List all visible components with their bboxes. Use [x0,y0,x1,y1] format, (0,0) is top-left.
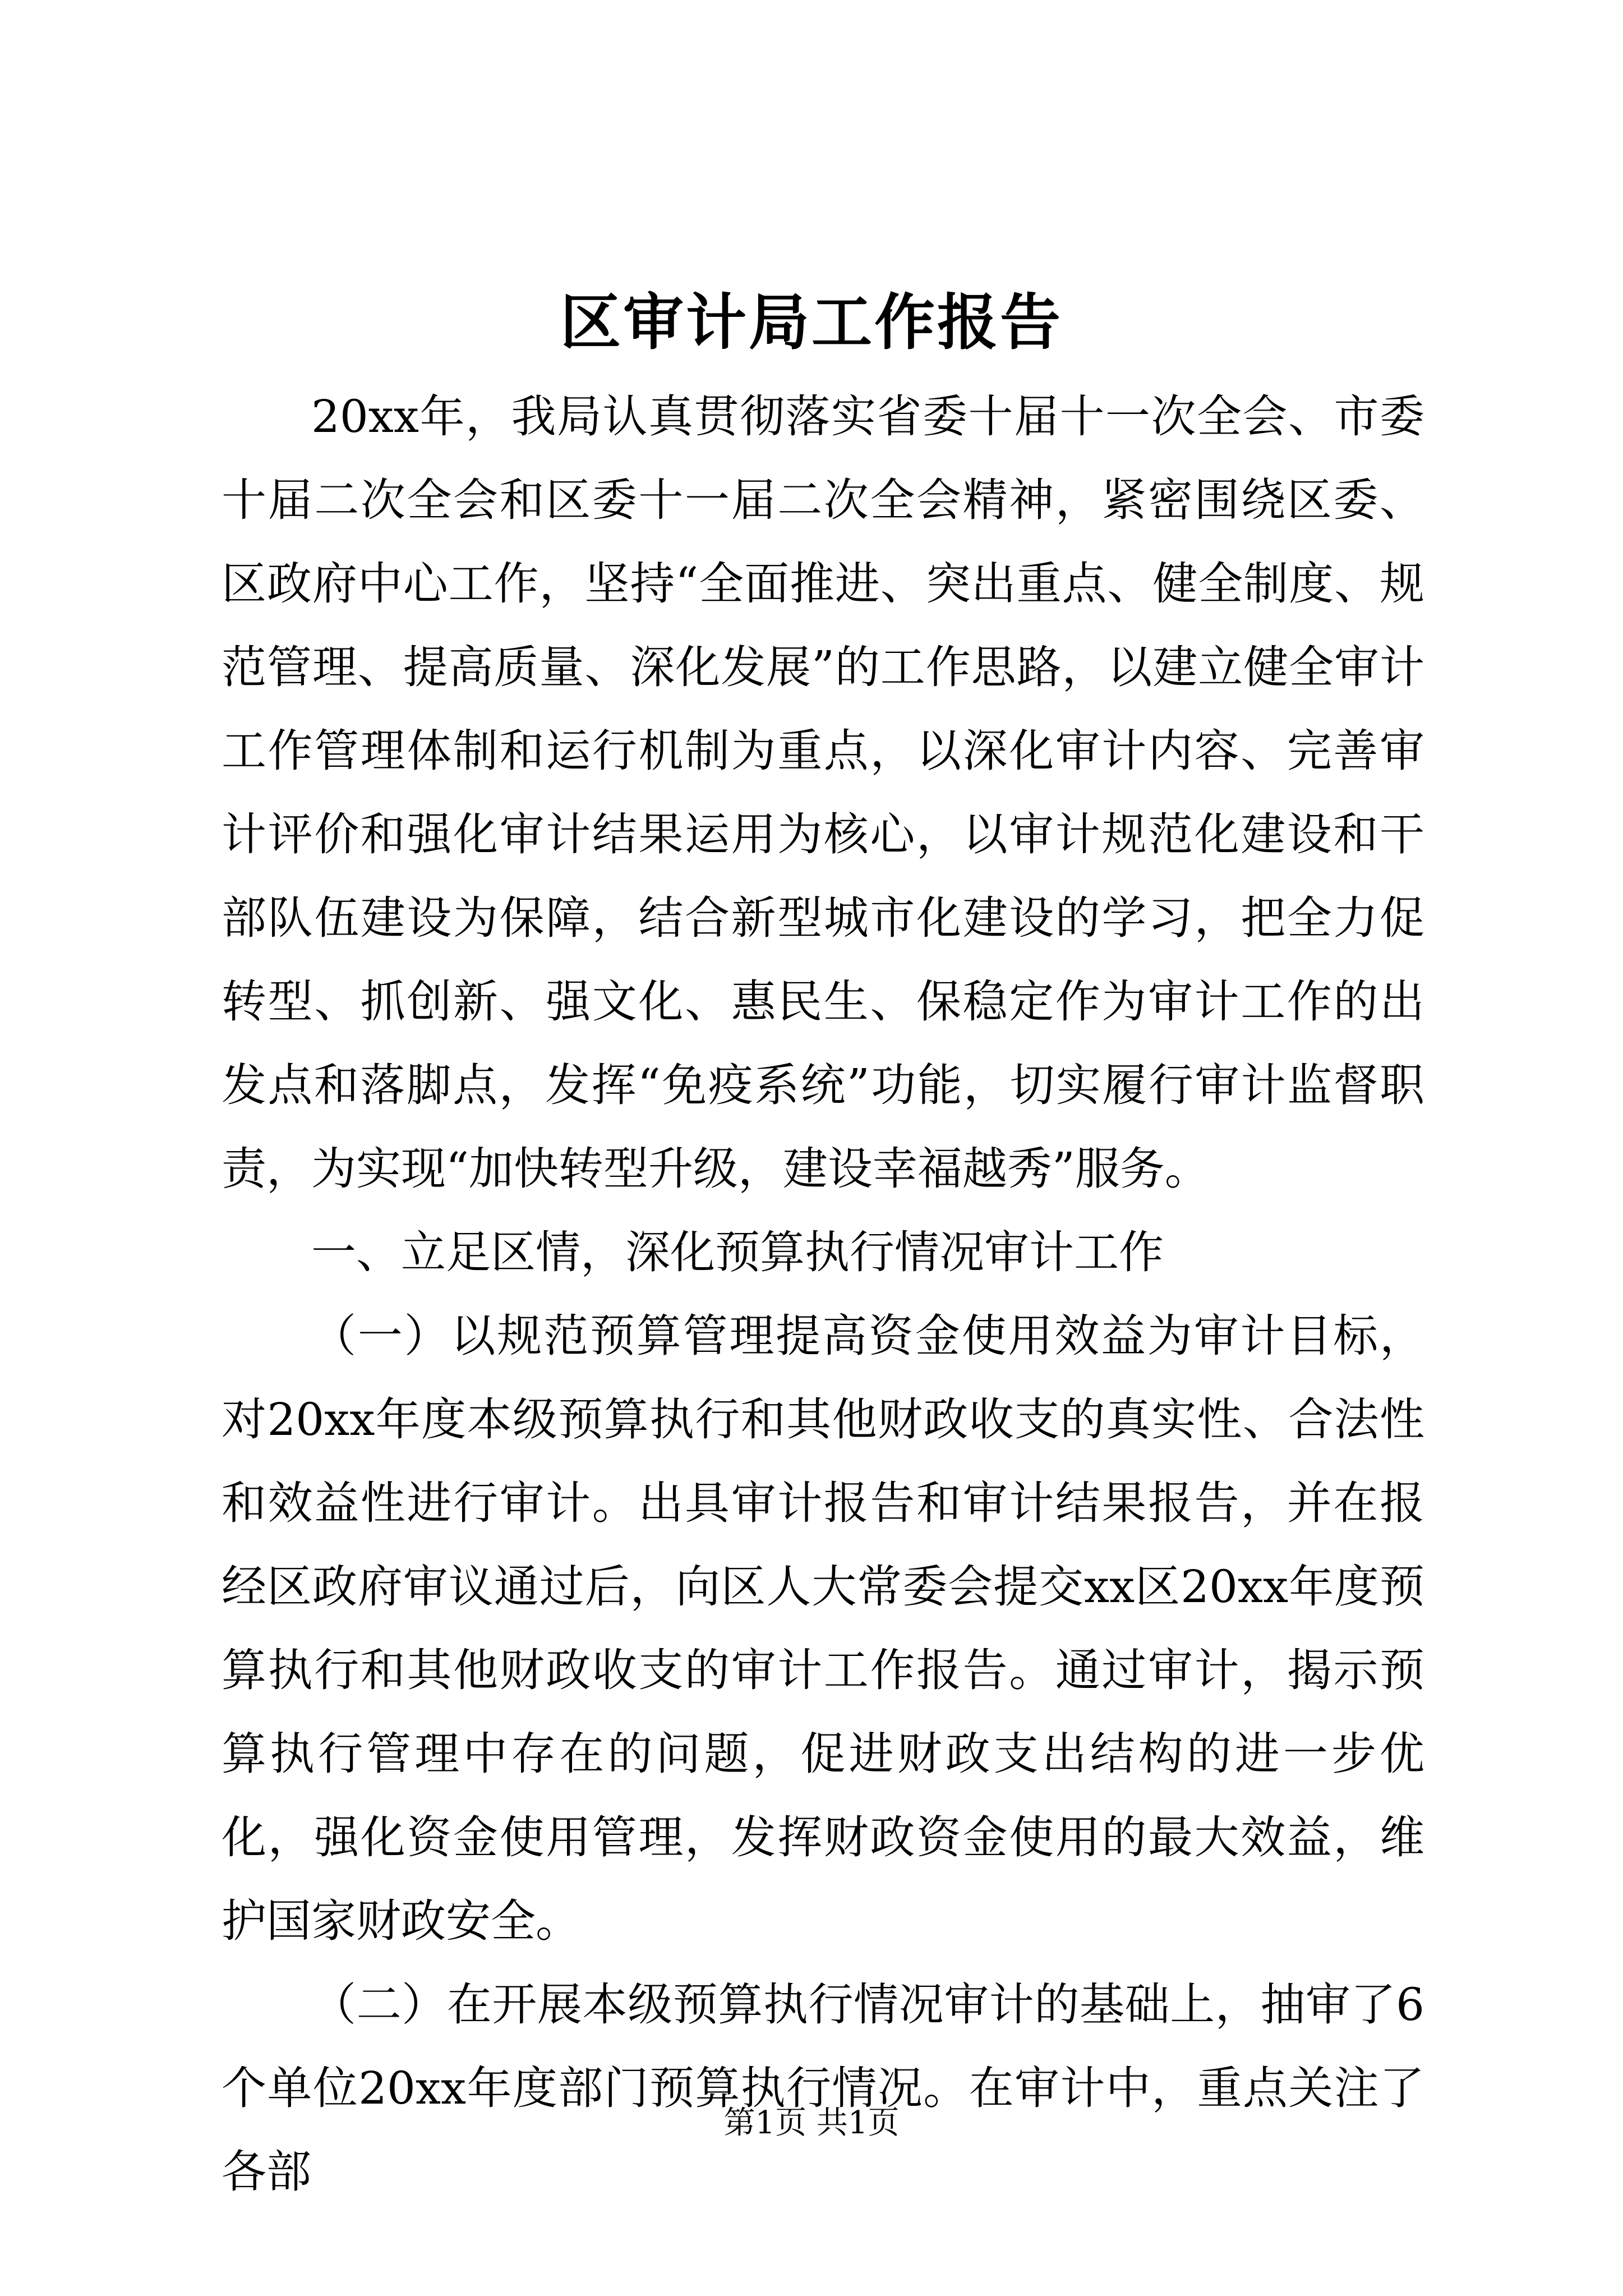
paragraph-intro: 20xx年，我局认真贯彻落实省委十届十一次全会、市委十届二次全会和区委十一届二次全会精神，紧密围绕区委、区政府中心工作，坚持“全面推进、突出重点、健全制度、规范管理、提高质量、深化发展”的工作思路，以建立健全审计工作管理体制和运行机制为重点，以深化审计内容、完善审计评价和强化审计结果运用为核心，以审计规范化建设和干部队伍建设为保障，结合新型城市化建设的学习，把全力促转型、抓创新、强文化、惠民生、保稳定作为审计工作的出发点和落脚点，发挥“免疫系统”功能，切实履行审计监督职责，为实现“加快转型升级，建设幸福越秀”服务。 [222,390,1424,1195]
document-body [222,375,1424,2214]
paragraph-item-2: （二）在开展本级预算执行情况审计的基础上，抽审了6个单位20xx年度部门预算执行情况。在审计中，重点关注了各部 [222,1978,1424,2198]
section-heading-1: 一、立足区情，深化预算执行情况审计工作 [311,1226,1164,1278]
document-title: 区审计局工作报告 [560,287,1063,358]
page-footer: 第1页 共1页 [723,2105,900,2141]
paragraph-item-1: （一）以规范预算管理提高资金使用效益为审计目标，对20xx年度本级预算执行和其他财政收支的真实性、合法性和效益性进行审计。出具审计报告和审计结果报告，并在报经区政府审议通过后，向区人大常委会提交xx区20xx年度预算执行和其他财政收支的审计工作报告。通过审计，揭示预算执行管理中存在的问题，促进财政支出结构的进一步优化，强化资金使用管理，发挥财政资金使用的最大效益，维护国家财政安全。 [222,1310,1424,1947]
